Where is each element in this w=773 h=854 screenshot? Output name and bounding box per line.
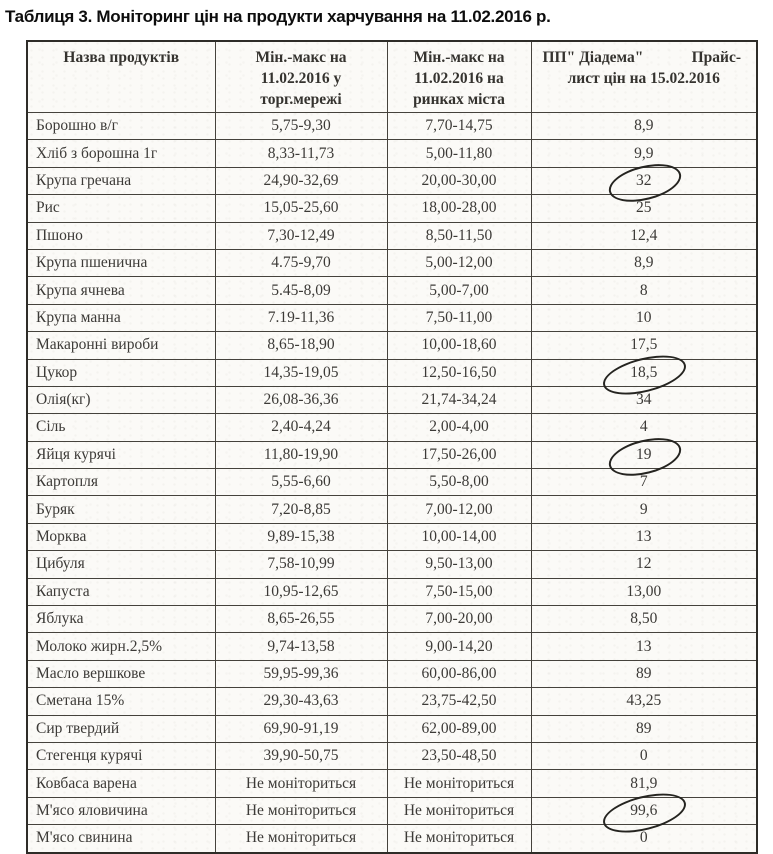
circled-value: 19 xyxy=(636,445,652,463)
market-minmax-cell xyxy=(387,825,531,853)
header-row xyxy=(27,41,757,113)
cell-text: 12,4 xyxy=(630,226,658,244)
retail-minmax-cell xyxy=(215,742,387,769)
cell-text: 7,50-11,00 xyxy=(425,308,493,326)
header-text: ринках міста xyxy=(413,91,505,108)
cell-text: 21,74-34,24 xyxy=(421,391,497,409)
header-text: Назва продуктів xyxy=(63,49,180,66)
market-minmax-cell xyxy=(387,167,531,194)
market-minmax-cell xyxy=(387,222,531,249)
cell-text: Стегенця курячі xyxy=(36,747,143,765)
cell-text: Макаронні вироби xyxy=(36,336,159,354)
scanned-table-region xyxy=(26,40,756,854)
header-text: ПП" Діадема" xyxy=(542,49,644,66)
pricelist-cell xyxy=(531,660,757,687)
product-name-cell xyxy=(27,359,215,386)
cell-text: Молоко жирн.2,5% xyxy=(36,637,163,655)
table-row xyxy=(27,715,757,742)
pricelist-cell xyxy=(531,770,757,797)
cell-text: Буряк xyxy=(36,500,75,518)
cell-text: 17,5 xyxy=(630,336,658,354)
product-name-cell xyxy=(27,386,215,413)
table-row xyxy=(27,496,757,523)
retail-minmax-cell xyxy=(215,523,387,550)
table-row xyxy=(27,633,757,660)
product-name-cell xyxy=(27,715,215,742)
product-name-cell xyxy=(27,633,215,660)
market-minmax-cell xyxy=(387,414,531,441)
pricelist-cell xyxy=(531,633,757,660)
cell-text: 10,95-12,65 xyxy=(263,582,339,600)
cell-text: 7,58-10,99 xyxy=(267,555,335,573)
cell-text: 69,90-91,19 xyxy=(263,719,339,737)
table-row xyxy=(27,167,757,194)
cell-text: Не моніториться xyxy=(245,801,357,819)
retail-minmax-cell xyxy=(215,386,387,413)
market-minmax-cell xyxy=(387,249,531,276)
cell-text: Цибуля xyxy=(36,555,85,573)
cell-text: 62,00-89,00 xyxy=(421,719,497,737)
table-row xyxy=(27,140,757,167)
col-header-market-minmax xyxy=(387,41,531,113)
cell-text: М'ясо яловичина xyxy=(36,801,148,819)
retail-minmax-cell xyxy=(215,551,387,578)
col-header-retail-minmax xyxy=(215,41,387,113)
retail-minmax-cell xyxy=(215,606,387,633)
retail-minmax-cell xyxy=(215,770,387,797)
header-text: 11.02.2016 у xyxy=(260,70,342,87)
cell-text: Крупа гречана xyxy=(36,171,132,189)
market-minmax-cell xyxy=(387,359,531,386)
cell-text: Пшоно xyxy=(36,226,83,244)
table-row xyxy=(27,304,757,331)
product-name-cell xyxy=(27,167,215,194)
pricelist-cell xyxy=(531,578,757,605)
market-minmax-cell xyxy=(387,578,531,605)
table-row xyxy=(27,688,757,715)
table-row xyxy=(27,797,757,824)
cell-text: Не моніториться xyxy=(403,801,515,819)
cell-text: 24,90-32,69 xyxy=(263,171,339,189)
retail-minmax-cell xyxy=(215,195,387,222)
col-header-pricelist xyxy=(531,41,757,113)
cell-text: 8,50 xyxy=(630,610,658,628)
pricelist-cell xyxy=(531,414,757,441)
cell-text: 8,33-11,73 xyxy=(267,144,335,162)
retail-minmax-cell xyxy=(215,249,387,276)
cell-text: Хліб з борошна 1г xyxy=(36,144,158,162)
cell-text: Морква xyxy=(36,528,87,546)
product-name-cell xyxy=(27,304,215,331)
table-row xyxy=(27,249,757,276)
cell-text: Сметана 15% xyxy=(36,692,125,710)
pricelist-cell xyxy=(531,195,757,222)
table-row xyxy=(27,113,757,140)
product-name-cell xyxy=(27,825,215,853)
market-minmax-cell xyxy=(387,523,531,550)
table-row xyxy=(27,277,757,304)
pricelist-cell xyxy=(531,551,757,578)
cell-text: 7,70-14,75 xyxy=(425,117,493,135)
pricelist-cell xyxy=(531,797,757,824)
cell-text: 9,9 xyxy=(634,144,654,162)
market-minmax-cell xyxy=(387,742,531,769)
market-minmax-cell xyxy=(387,688,531,715)
cell-text: 8,50-11,50 xyxy=(425,226,493,244)
table-header xyxy=(27,41,757,113)
cell-text: 8,65-26,55 xyxy=(267,610,335,628)
retail-minmax-cell xyxy=(215,797,387,824)
cell-text: Крупа ячнева xyxy=(36,281,125,299)
cell-text: 15,05-25,60 xyxy=(263,199,339,217)
pricelist-cell xyxy=(531,441,757,468)
market-minmax-cell xyxy=(387,469,531,496)
cell-text: 5,50-8,00 xyxy=(429,473,489,491)
pricelist-cell xyxy=(531,496,757,523)
table-row xyxy=(27,770,757,797)
cell-text: 9,74-13,58 xyxy=(267,637,335,655)
document-title: Таблиця 3. Моніторинг цін на продукти харчування на 11.02.2016 р. xyxy=(5,7,551,26)
cell-text: 10,00-14,00 xyxy=(421,528,497,546)
market-minmax-cell xyxy=(387,386,531,413)
retail-minmax-cell xyxy=(215,140,387,167)
market-minmax-cell xyxy=(387,660,531,687)
cell-text: 7,30-12,49 xyxy=(267,226,335,244)
market-minmax-cell xyxy=(387,551,531,578)
retail-minmax-cell xyxy=(215,332,387,359)
retail-minmax-cell xyxy=(215,578,387,605)
cell-text: Не моніториться xyxy=(245,774,357,792)
circled-value: 99,6 xyxy=(630,801,658,819)
cell-text: 7,00-20,00 xyxy=(425,610,493,628)
product-name-cell xyxy=(27,578,215,605)
table-row xyxy=(27,441,757,468)
product-name-cell xyxy=(27,496,215,523)
pricelist-cell xyxy=(531,469,757,496)
retail-minmax-cell xyxy=(215,222,387,249)
product-name-cell xyxy=(27,441,215,468)
circled-value: 18,5 xyxy=(630,363,658,381)
pricelist-cell xyxy=(531,715,757,742)
cell-text: 7.19-11,36 xyxy=(267,308,335,326)
cell-text: 5,55-6,60 xyxy=(271,473,331,491)
circled-value: 32 xyxy=(636,171,652,189)
cell-text: 23,75-42,50 xyxy=(421,692,497,710)
pricelist-cell xyxy=(531,304,757,331)
header-text: торг.мережі xyxy=(260,91,342,108)
market-minmax-cell xyxy=(387,304,531,331)
retail-minmax-cell xyxy=(215,715,387,742)
cell-text: 4.75-9,70 xyxy=(271,254,331,272)
retail-minmax-cell xyxy=(215,469,387,496)
pricelist-cell xyxy=(531,140,757,167)
header-text: 11.02.2016 на xyxy=(414,70,504,87)
cell-text: 13 xyxy=(636,528,652,546)
cell-text: 2,40-4,24 xyxy=(271,418,331,436)
cell-text: 5.45-8,09 xyxy=(271,281,331,299)
pricelist-cell xyxy=(531,523,757,550)
table-row xyxy=(27,606,757,633)
market-minmax-cell xyxy=(387,195,531,222)
retail-minmax-cell xyxy=(215,660,387,687)
cell-text: Борошно в/г xyxy=(36,117,118,135)
retail-minmax-cell xyxy=(215,304,387,331)
market-minmax-cell xyxy=(387,633,531,660)
cell-text: 89 xyxy=(636,665,652,682)
cell-text: Крупа пшенична xyxy=(36,254,148,272)
table-row xyxy=(27,551,757,578)
cell-text: Рис xyxy=(36,199,60,217)
product-name-cell xyxy=(27,742,215,769)
cell-text: 4 xyxy=(639,418,648,436)
cell-text: Ковбаса варена xyxy=(36,774,137,792)
retail-minmax-cell xyxy=(215,113,387,140)
cell-text: 39,90-50,75 xyxy=(263,747,339,765)
table-row xyxy=(27,742,757,769)
cell-text: 0 xyxy=(639,829,648,847)
cell-text: 60,00-86,00 xyxy=(421,665,497,682)
cell-text: 5,00-12,00 xyxy=(425,254,493,272)
pricelist-cell xyxy=(531,222,757,249)
cell-text: 20,00-30,00 xyxy=(421,171,497,189)
product-name-cell xyxy=(27,770,215,797)
header-line xyxy=(533,47,756,68)
cell-text: 14,35-19,05 xyxy=(263,363,339,381)
product-name-cell xyxy=(27,660,215,687)
cell-text: 12,50-16,50 xyxy=(421,363,497,381)
cell-text: 43,25 xyxy=(626,692,662,710)
cell-text: 81,9 xyxy=(630,774,658,792)
pricelist-cell xyxy=(531,277,757,304)
table-row xyxy=(27,660,757,687)
cell-text: Картопля xyxy=(36,473,99,491)
cell-text: 9 xyxy=(639,500,648,518)
market-minmax-cell xyxy=(387,332,531,359)
market-minmax-cell xyxy=(387,715,531,742)
retail-minmax-cell xyxy=(215,414,387,441)
retail-minmax-cell xyxy=(215,441,387,468)
cell-text: 7,20-8,85 xyxy=(271,500,331,518)
cell-text: 5,00-11,80 xyxy=(425,144,493,162)
cell-text: Цукор xyxy=(36,363,78,381)
cell-text: Яйця курячі xyxy=(36,445,116,463)
market-minmax-cell xyxy=(387,140,531,167)
table-row xyxy=(27,222,757,249)
cell-text: Сіль xyxy=(36,418,66,436)
cell-text: 12 xyxy=(636,555,652,573)
product-name-cell xyxy=(27,523,215,550)
header-text: Мін.-макс на xyxy=(413,49,505,66)
cell-text: 5,00-7,00 xyxy=(429,281,489,299)
market-minmax-cell xyxy=(387,496,531,523)
cell-text: 0 xyxy=(639,747,648,765)
cell-text: 8,9 xyxy=(634,254,654,272)
col-header-product-name xyxy=(27,41,215,113)
product-name-cell xyxy=(27,249,215,276)
cell-text: 5,75-9,30 xyxy=(271,117,331,135)
retail-minmax-cell xyxy=(215,496,387,523)
cell-text: 25 xyxy=(636,199,652,217)
table-row xyxy=(27,414,757,441)
cell-text: 8,65-18,90 xyxy=(267,336,335,354)
table-row xyxy=(27,386,757,413)
cell-text: Не моніториться xyxy=(245,829,357,847)
cell-text: 2,00-4,00 xyxy=(429,418,489,436)
product-name-cell xyxy=(27,195,215,222)
product-name-cell xyxy=(27,113,215,140)
cell-text: Олія(кг) xyxy=(36,391,91,409)
retail-minmax-cell xyxy=(215,688,387,715)
cell-text: 9,00-14,20 xyxy=(425,637,493,655)
header-text: Прайс- xyxy=(691,49,741,66)
product-name-cell xyxy=(27,469,215,496)
retail-minmax-cell xyxy=(215,359,387,386)
cell-text: 11,80-19,90 xyxy=(263,445,339,463)
cell-text: 26,08-36,36 xyxy=(263,391,339,409)
cell-text: 9,50-13,00 xyxy=(425,555,493,573)
product-name-cell xyxy=(27,277,215,304)
retail-minmax-cell xyxy=(215,167,387,194)
cell-text: 13,00 xyxy=(626,582,662,600)
table-row xyxy=(27,469,757,496)
market-minmax-cell xyxy=(387,797,531,824)
header-text: лист цін на 15.02.2016 xyxy=(567,70,720,87)
table-body xyxy=(27,113,757,853)
cell-text: 13 xyxy=(636,637,652,655)
pricelist-cell xyxy=(531,249,757,276)
cell-text: 9,89-15,38 xyxy=(267,528,335,546)
cell-text: Капуста xyxy=(36,582,90,600)
table-row xyxy=(27,195,757,222)
pricelist-cell xyxy=(531,825,757,853)
cell-text: 7,00-12,00 xyxy=(425,500,493,518)
retail-minmax-cell xyxy=(215,825,387,853)
product-name-cell xyxy=(27,140,215,167)
table-row xyxy=(27,523,757,550)
cell-text: 8,9 xyxy=(634,117,654,135)
cell-text: 10,00-18,60 xyxy=(421,336,497,354)
cell-text: 23,50-48,50 xyxy=(421,747,497,765)
product-name-cell xyxy=(27,332,215,359)
pricelist-cell xyxy=(531,688,757,715)
cell-text: 18,00-28,00 xyxy=(421,199,497,217)
header-text: Мін.-макс на xyxy=(255,49,347,66)
table-row xyxy=(27,332,757,359)
market-minmax-cell xyxy=(387,606,531,633)
pricelist-cell xyxy=(531,167,757,194)
table-row xyxy=(27,578,757,605)
price-table xyxy=(26,40,758,854)
cell-text: М'ясо свинина xyxy=(36,829,133,847)
pricelist-cell xyxy=(531,606,757,633)
cell-text: 34 xyxy=(636,391,652,409)
cell-text: Не моніториться xyxy=(403,774,515,792)
product-name-cell xyxy=(27,797,215,824)
table-row xyxy=(27,359,757,386)
cell-text: Масло вершкове xyxy=(36,665,146,682)
cell-text: 59,95-99,36 xyxy=(263,665,339,682)
pricelist-cell xyxy=(531,332,757,359)
product-name-cell xyxy=(27,222,215,249)
pricelist-cell xyxy=(531,742,757,769)
retail-minmax-cell xyxy=(215,633,387,660)
cell-text: Яблука xyxy=(36,610,84,628)
market-minmax-cell xyxy=(387,441,531,468)
table-row xyxy=(27,825,757,853)
pricelist-cell xyxy=(531,359,757,386)
market-minmax-cell xyxy=(387,770,531,797)
product-name-cell xyxy=(27,414,215,441)
cell-text: 7,50-15,00 xyxy=(425,582,493,600)
product-name-cell xyxy=(27,688,215,715)
retail-minmax-cell xyxy=(215,277,387,304)
cell-text: 10 xyxy=(636,308,652,326)
market-minmax-cell xyxy=(387,113,531,140)
cell-text: 89 xyxy=(636,719,652,737)
cell-text: Сир твердий xyxy=(36,719,120,737)
pricelist-cell xyxy=(531,113,757,140)
pricelist-cell xyxy=(531,386,757,413)
cell-text: 8 xyxy=(639,281,648,299)
cell-text: 29,30-43,63 xyxy=(263,692,339,710)
product-name-cell xyxy=(27,551,215,578)
product-name-cell xyxy=(27,606,215,633)
cell-text: Крупа манна xyxy=(36,308,121,326)
cell-text: Не моніториться xyxy=(403,829,515,847)
cell-text: 17,50-26,00 xyxy=(421,445,497,463)
cell-text: 7 xyxy=(639,473,648,491)
market-minmax-cell xyxy=(387,277,531,304)
